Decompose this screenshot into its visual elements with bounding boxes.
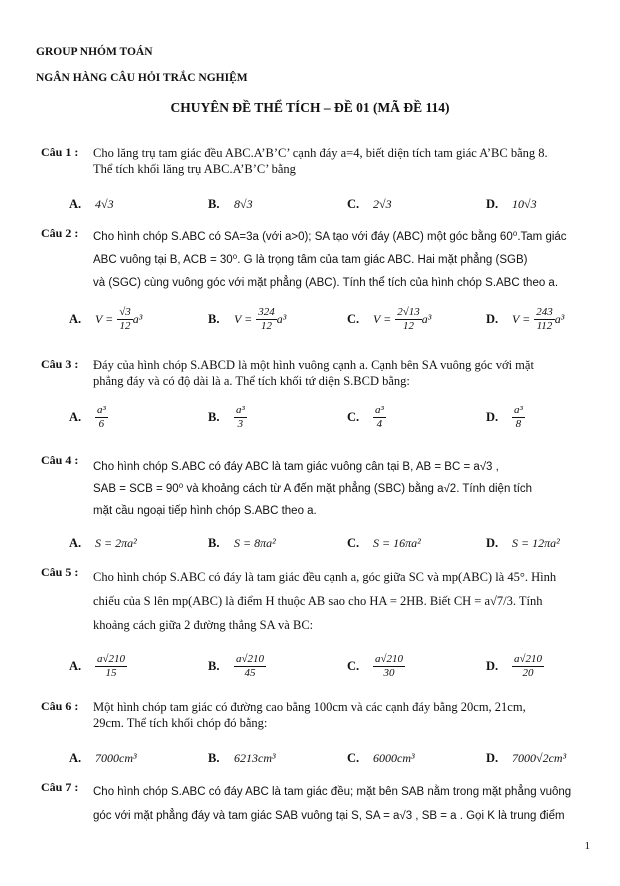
fraction-numerator: 2√13 — [397, 306, 420, 318]
option-letter: A. — [69, 410, 82, 425]
option-value: 10√3 — [512, 197, 537, 211]
fraction-denominator: 45 — [244, 667, 256, 679]
option-a — [69, 306, 142, 333]
fraction-numerator: a³ — [236, 404, 245, 416]
option-prefix: V = — [512, 312, 531, 327]
option-a — [69, 195, 114, 213]
option-b — [208, 195, 253, 213]
option-fraction — [95, 404, 108, 431]
question-line: Đáy của hình chóp S.ABCD là một hình vuông cạnh a. Cạnh bên SA vuông góc với mặt — [93, 358, 534, 372]
option-a — [69, 749, 137, 767]
option-letter: D. — [486, 410, 499, 425]
option-c — [347, 653, 405, 680]
option-suffix: a³ — [421, 312, 432, 327]
question-line: Cho hình chóp S.ABC có đáy ABC là tam giác vuông cân tại B, AB = BC = a√3 , — [93, 461, 499, 473]
option-letter: A. — [69, 312, 82, 327]
option-letter: A. — [69, 751, 82, 765]
fraction-numerator: a√210 — [97, 653, 126, 665]
fraction-denominator: 112 — [536, 320, 553, 332]
fraction-numerator: 324 — [258, 306, 275, 318]
option-letter: B. — [208, 659, 220, 674]
option-prefix: V = — [234, 312, 253, 327]
option-value: S = 8πa² — [234, 536, 276, 550]
option-letter: C. — [347, 659, 360, 674]
question-line: ABC vuông tại B, ACB = 30⁰. G là trọng tâm của tam giác ABC. Hai mặt phẳng (SGB) — [93, 254, 528, 266]
option-fraction — [117, 306, 133, 333]
question-line: Cho hình chóp S.ABC có đáy ABC là tam giác đều; mặt bên SAB nằm trong mặt phẳng vuông — [93, 786, 572, 798]
option-d — [486, 653, 544, 680]
option-b — [208, 306, 286, 333]
question-line: chiếu của S lên mp(ABC) là điểm H thuộc AB sao cho HA = 2HB. Biết CH = a√7/3. Tính — [93, 594, 543, 608]
option-value: 6213cm³ — [234, 751, 276, 765]
option-fraction — [256, 306, 277, 333]
question-text — [93, 456, 608, 522]
option-letter: D. — [486, 659, 499, 674]
group-header: GROUP NHÓM TOÁN — [36, 46, 153, 58]
option-letter: D. — [486, 536, 499, 550]
option-fraction — [373, 653, 405, 680]
option-b — [208, 404, 247, 431]
question-line: phẳng đáy và có độ dài là a. Thể tích khối tứ diện S.BCD bằng: — [93, 374, 410, 388]
option-letter: A. — [69, 197, 82, 211]
fraction-denominator: 6 — [98, 418, 105, 430]
option-value: 6000cm³ — [373, 751, 415, 765]
option-fraction — [534, 306, 555, 333]
fraction-denominator: 3 — [237, 418, 244, 430]
question-label: Câu 2 : — [41, 226, 79, 240]
fraction-denominator: 12 — [260, 320, 272, 332]
fraction-numerator: a³ — [375, 404, 384, 416]
option-d — [486, 195, 537, 213]
question-line: 29cm. Thể tích khối chóp đó bằng: — [93, 716, 268, 730]
option-b — [208, 653, 266, 680]
option-suffix: a³ — [276, 312, 287, 327]
option-value: S = 12πa² — [512, 536, 560, 550]
option-d — [486, 306, 564, 333]
question-label: Câu 7 : — [41, 780, 79, 794]
option-c — [347, 195, 392, 213]
option-letter: A. — [69, 659, 82, 674]
option-d — [486, 404, 525, 431]
fraction-numerator: a√210 — [375, 653, 404, 665]
option-letter: C. — [347, 536, 360, 550]
question-text — [93, 699, 608, 731]
option-letter: B. — [208, 536, 220, 550]
option-value: 7000cm³ — [95, 751, 137, 765]
option-value: 8√3 — [234, 197, 253, 211]
option-a — [69, 653, 127, 680]
option-fraction — [95, 653, 127, 680]
option-a — [69, 404, 108, 431]
question-text — [93, 226, 608, 295]
option-letter: B. — [208, 312, 220, 327]
option-letter: B. — [208, 410, 220, 425]
question-line: Thể tích khối lăng trụ ABC.A’B’C’ bằng — [93, 162, 296, 176]
option-fraction — [395, 306, 422, 333]
option-letter: B. — [208, 197, 220, 211]
option-letter: D. — [486, 197, 499, 211]
option-letter: C. — [347, 312, 360, 327]
option-b — [208, 749, 276, 767]
option-fraction — [234, 653, 266, 680]
option-letter: D. — [486, 751, 499, 765]
fraction-numerator: √3 — [119, 306, 131, 318]
fraction-denominator: 12 — [402, 320, 414, 332]
option-letter: C. — [347, 197, 360, 211]
option-letter: C. — [347, 410, 360, 425]
question-line: và (SGC) cùng vuông góc với mặt phẳng (ABC). Tính thể tích của hình chóp S.ABC theo a. — [93, 277, 559, 289]
question-line: khoảng cách giữa 2 đường thẳng SA và BC: — [93, 618, 314, 632]
option-prefix: V = — [373, 312, 392, 327]
option-suffix: a³ — [554, 312, 565, 327]
option-value: 4√3 — [95, 197, 114, 211]
question-line: góc với mặt phẳng đáy và tam giác SAB vuông tại S, SA = a√3 , SB = a . Gọi K là trung điểm — [93, 810, 565, 822]
option-prefix: V = — [95, 312, 114, 327]
option-value: S = 2πa² — [95, 536, 137, 550]
bank-header: NGÂN HÀNG CÂU HỎI TRẮC NGHIỆM — [36, 72, 248, 84]
fraction-numerator: 243 — [536, 306, 553, 318]
option-a — [69, 534, 137, 552]
option-value: 7000√2cm³ — [512, 751, 567, 765]
option-c — [347, 306, 431, 333]
fraction-denominator: 8 — [515, 418, 522, 430]
question-line: Một hình chóp tam giác có đường cao bằng 100cm và các cạnh đáy bằng 20cm, 21cm, — [93, 700, 526, 714]
option-fraction — [373, 404, 386, 431]
fraction-numerator: a√210 — [236, 653, 265, 665]
fraction-denominator: 15 — [105, 667, 117, 679]
option-suffix: a³ — [132, 312, 143, 327]
option-c — [347, 749, 415, 767]
question-text — [93, 357, 608, 389]
option-letter: A. — [69, 536, 82, 550]
option-value: 2√3 — [373, 197, 392, 211]
fraction-denominator: 4 — [376, 418, 383, 430]
question-text — [93, 145, 608, 177]
fraction-numerator: a√210 — [514, 653, 543, 665]
question-line: mặt cầu ngoại tiếp hình chóp S.ABC theo a. — [93, 505, 317, 517]
option-d — [486, 534, 560, 552]
question-line: Cho hình chóp S.ABC có đáy là tam giác đều cạnh a, góc giữa SC và mp(ABC) là 45°. Hình — [93, 570, 557, 584]
fraction-denominator: 20 — [522, 667, 534, 679]
question-label: Câu 1 : — [41, 145, 79, 159]
option-letter: D. — [486, 312, 499, 327]
fraction-denominator: 12 — [119, 320, 131, 332]
question-line: Cho lăng trụ tam giác đều ABC.A’B’C’ cạnh đáy a=4, biết diện tích tam giác A’BC bằng 8. — [93, 146, 548, 160]
page-number: 1 — [584, 840, 590, 852]
option-fraction — [512, 404, 525, 431]
fraction-numerator: a³ — [514, 404, 523, 416]
question-line: Cho hình chóp S.ABC có SA=3a (với a>0); SA tạo với đáy (ABC) một góc bằng 60⁰.Tam giác — [93, 231, 567, 243]
question-line: SAB = SCB = 90⁰ và khoảng cách từ A đến mặt phẳng (SBC) bằng a√2. Tính diện tích — [93, 483, 533, 495]
question-text — [93, 565, 608, 637]
option-letter: C. — [347, 751, 360, 765]
fraction-numerator: a³ — [97, 404, 106, 416]
question-label: Câu 5 : — [41, 565, 79, 579]
page-title: CHUYÊN ĐỀ THỂ TÍCH – ĐỀ 01 (MÃ ĐỀ 114) — [170, 100, 450, 115]
option-b — [208, 534, 276, 552]
option-fraction — [234, 404, 247, 431]
option-letter: B. — [208, 751, 220, 765]
question-label: Câu 3 : — [41, 357, 79, 371]
question-label: Câu 4 : — [41, 453, 79, 467]
question-text — [93, 780, 608, 828]
option-c — [347, 534, 421, 552]
option-c — [347, 404, 386, 431]
option-value: S = 16πa² — [373, 536, 421, 550]
option-d — [486, 749, 566, 767]
question-label: Câu 6 : — [41, 699, 79, 713]
option-fraction — [512, 653, 544, 680]
fraction-denominator: 30 — [383, 667, 395, 679]
